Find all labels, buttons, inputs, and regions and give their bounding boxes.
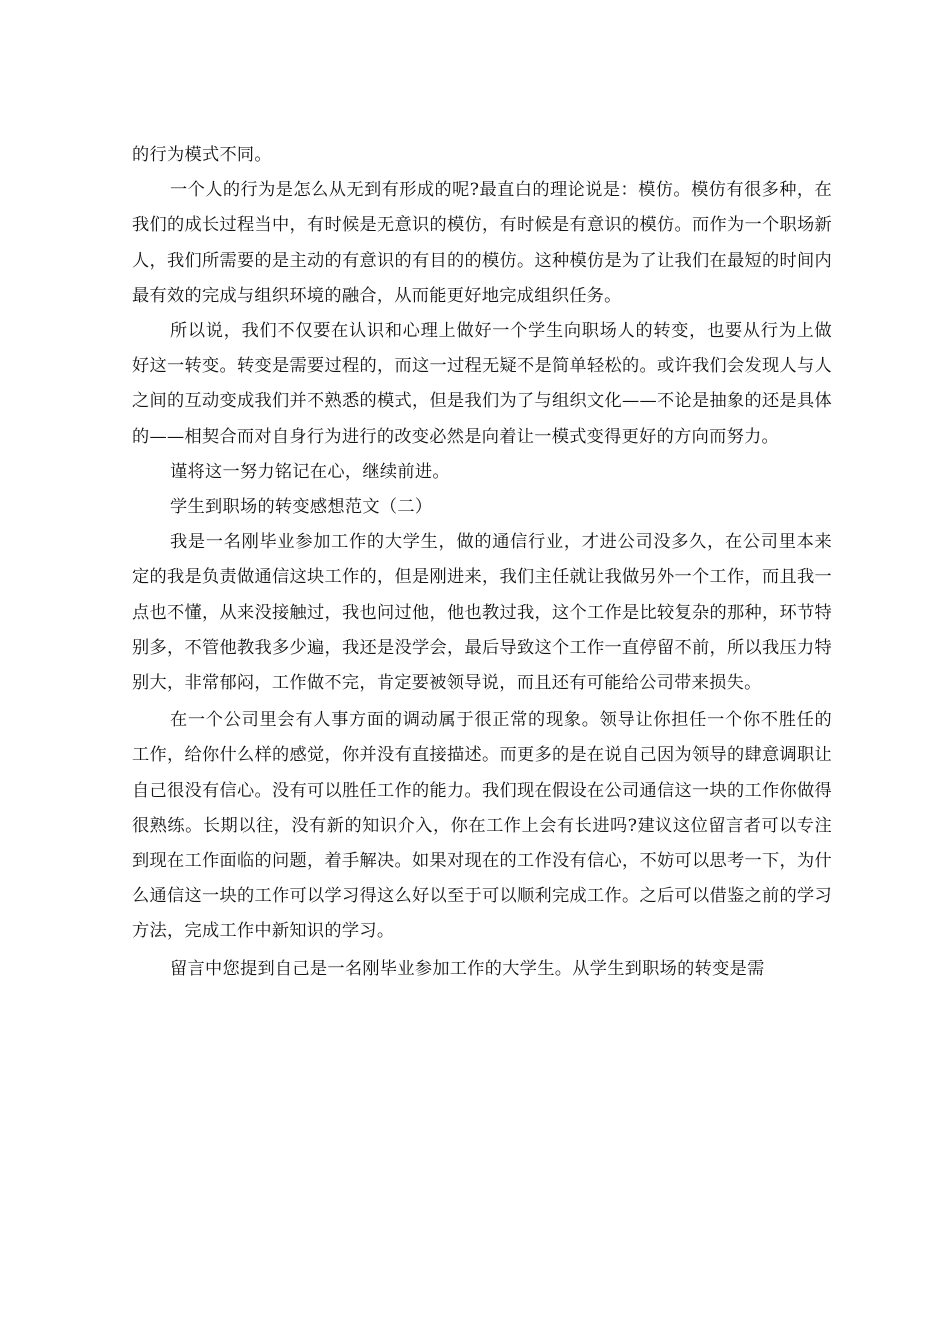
paragraph-5: 我是一名刚毕业参加工作的大学生，做的通信行业，才进公司没多久，在公司里本来定的我是负责做通信这块工作的，但是刚进来，我们主任就让我做另外一个工作，而且我一点也不懂，从来没接触过，我也问过他，他也教过我，这个工作是比较复杂的那种，环节特别多，不管他教我多少遍，我还是没学会，最后导致这个工作一直停留不前，所以我压力特别大，非常郁闷，工作做不完，肯定要被领导说，而且还有可能给公司带来损失。 (132, 532, 832, 694)
paragraph-3: 所以说，我们不仅要在认识和心理上做好一个学生向职场人的转变，也要从行为上做好这一转变。转变是需要过程的，而这一过程无疑不是简单轻松的。或许我们会发现人与人之间的互动变成我们并不熟悉的模式，但是我们为了与组织文化——不论是抽象的还是具体的——相契合而对自身行为进行的改变必然是向着让一模式变得更好的方向而努力。 (132, 321, 832, 447)
paragraph-1: 的行为模式不同。 (132, 145, 272, 165)
paragraph-7: 留言中您提到自己是一名刚毕业参加工作的大学生。从学生到职场的转变是需 (170, 958, 765, 979)
document-page (132, 138, 832, 987)
paragraph-6: 在一个公司里会有人事方面的调动属于很正常的现象。领导让你担任一个你不胜任的工作，给你什么样的感觉，你并没有直接描述。而更多的是在说自己因为领导的肆意调职让自己很没有信心。没有可以胜任工作的能力。我们现在假设在公司通信这一块的工作你做得很熟练。长期以往，没有新的知识介入，你在工作上会有长进吗?建议这位留言者可以专注到现在工作面临的问题，着手解决。如果对现在的工作没有信心，不妨可以思考一下，为什么通信这一块的工作可以学习得这么好以至于可以顺利完成工作。之后可以借鉴之前的学习方法，完成工作中新知识的学习。 (132, 710, 832, 942)
paragraph-2: 一个人的行为是怎么从无到有形成的呢?最直白的理论说是：模仿。模仿有很多种，在我们的成长过程当中，有时候是无意识的模仿，有时候是有意识的模仿。而作为一个职场新人，我们所需要的是主动的有意识的有目的的模仿。这种模仿是为了让我们在最短的时间内最有效的完成与组织环境的融合，从而能更好地完成组织任务。 (132, 180, 832, 306)
paragraph-4: 谨将这一努力铭记在心，继续前进。 (170, 461, 450, 482)
section-heading: 学生到职场的转变感想范文（二） (170, 497, 433, 518)
